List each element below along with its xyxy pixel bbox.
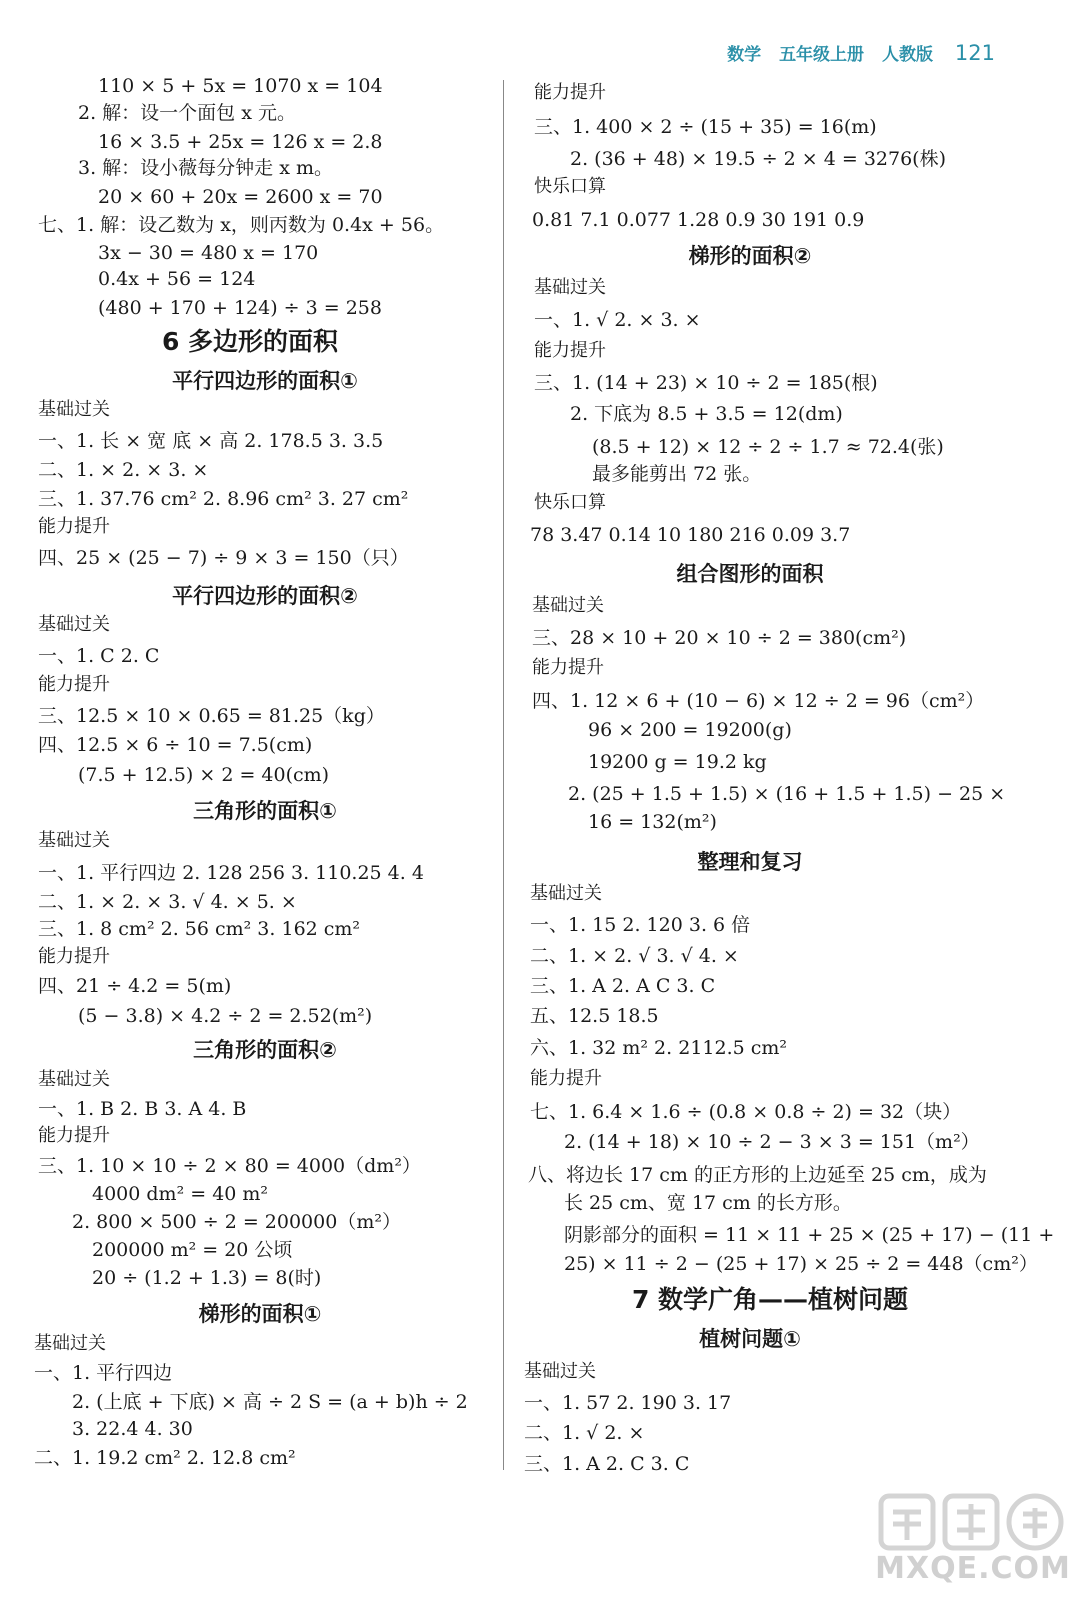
section-title: 平行四边形的面积② [172, 584, 358, 608]
answer-line: 三、1. A 2. C 3. C [524, 1453, 690, 1475]
answer-line: 二、1. √ 2. × [524, 1422, 645, 1444]
answer-line: 25) × 11 ÷ 2 − (25 + 17) × 25 ÷ 2 = 448（cm²） [564, 1253, 1038, 1275]
subsection-label: 基础过关 [532, 595, 604, 616]
answer-line: 16 × 3.5 + 25x = 126 x = 2.8 [98, 131, 383, 153]
section-title: 梯形的面积① [198, 1302, 322, 1326]
answer-line: 五、12.5 18.5 [530, 1005, 659, 1027]
answer-line: 二、1. 19.2 cm² 2. 12.8 cm² [34, 1447, 296, 1469]
answer-line: (5 − 3.8) × 4.2 ÷ 2 = 2.52(m²) [78, 1005, 373, 1027]
answer-line: 三、1. (14 + 23) × 10 ÷ 2 = 185(根) [534, 372, 878, 394]
section-title: 三角形的面积② [193, 1038, 337, 1062]
section-title: 植树问题① [699, 1327, 801, 1351]
answer-line: 2. 下底为 8.5 + 3.5 = 12(dm) [570, 403, 843, 425]
answer-line: 四、1. 12 × 6 + (10 − 6) × 12 ÷ 2 = 96（cm²） [532, 690, 985, 712]
answer-line: 20 ÷ (1.2 + 1.3) = 8(时) [92, 1267, 322, 1289]
subsection-label: 能力提升 [534, 340, 606, 361]
answer-line: 三、1. 37.76 cm² 2. 8.96 cm² 3. 27 cm² [38, 488, 409, 510]
answer-line: 110 × 5 + 5x = 1070 x = 104 [98, 75, 383, 97]
answer-line: 一、1. √ 2. × 3. × [534, 309, 701, 331]
answer-line: 一、1. 平行四边 2. 128 256 3. 110.25 4. 4 [38, 862, 424, 884]
subsection-label: 能力提升 [534, 82, 606, 103]
subsection-label: 基础过关 [38, 614, 110, 635]
answer-line: 一、1. B 2. B 3. A 4. B [38, 1098, 247, 1120]
section-title: 三角形的面积① [193, 799, 337, 823]
chapter-title: 7 数学广角——植树问题 [631, 1285, 909, 1314]
answer-line: 一、1. C 2. C [38, 645, 160, 667]
answer-line: 三、1. 400 × 2 ÷ (15 + 35) = 16(m) [534, 116, 877, 138]
answer-line: 20 × 60 + 20x = 2600 x = 70 [98, 186, 383, 208]
answer-line: 4000 dm² = 40 m² [92, 1183, 269, 1205]
answer-line: 七、1. 解：设乙数为 x，则丙数为 0.4x + 56。 [38, 214, 445, 236]
answer-line: 四、25 × (25 − 7) ÷ 9 × 3 = 150（只） [38, 547, 409, 569]
subsection-label: 能力提升 [38, 516, 110, 537]
subsection-label: 能力提升 [530, 1068, 602, 1089]
section-title: 平行四边形的面积① [172, 369, 358, 393]
answer-line: 0.81 7.1 0.077 1.28 0.9 30 191 0.9 [532, 209, 865, 231]
answer-line: 二、1. × 2. × 3. √ 4. × 5. × [38, 891, 297, 913]
header-subject: 数学 [727, 45, 762, 65]
subsection-label: 快乐口算 [534, 492, 606, 513]
answer-line: 三、1. A 2. A C 3. C [530, 975, 716, 997]
subsection-label: 基础过关 [38, 830, 110, 851]
subsection-label: 能力提升 [38, 946, 110, 967]
subsection-label: 快乐口算 [534, 176, 606, 197]
header-grade: 五年级上册 [779, 45, 865, 65]
answer-line: 2. 解：设一个面包 x 元。 [78, 102, 296, 124]
answer-line: 3x − 30 = 480 x = 170 [98, 242, 319, 264]
answer-line: 16 = 132(m²) [588, 811, 717, 833]
page-number: 121 [954, 41, 995, 65]
watermark-text: MXQE.COM [875, 1551, 1071, 1586]
column-divider [503, 80, 504, 1470]
subsection-label: 基础过关 [530, 883, 602, 904]
subsection-label: 基础过关 [38, 1069, 110, 1090]
page-header [715, 40, 995, 65]
answer-line: 19200 g = 19.2 kg [588, 751, 767, 773]
answer-line: (7.5 + 12.5) × 2 = 40(cm) [78, 764, 330, 786]
watermark-logo-icon [873, 1490, 1073, 1554]
answer-line: 八、将边长 17 cm 的正方形的上边延至 25 cm，成为 [528, 1164, 987, 1186]
subsection-label: 基础过关 [38, 399, 110, 420]
section-title: 组合图形的面积 [676, 562, 824, 586]
answer-line: 二、1. × 2. √ 3. √ 4. × [530, 945, 739, 967]
section-title: 整理和复习 [697, 850, 803, 874]
answer-line: 七、1. 6.4 × 1.6 ÷ (0.8 × 0.8 ÷ 2) = 32（块） [530, 1101, 962, 1123]
answer-line: 最多能剪出 72 张。 [592, 463, 762, 485]
answer-line: 三、28 × 10 + 20 × 10 ÷ 2 = 380(cm²) [532, 627, 907, 649]
header-edition: 人教版 [881, 45, 933, 65]
answer-line: 三、12.5 × 10 × 0.65 = 81.25（kg） [38, 705, 385, 727]
subsection-label: 能力提升 [38, 674, 110, 695]
subsection-label: 基础过关 [524, 1361, 596, 1382]
answer-line: 2. (36 + 48) × 19.5 ÷ 2 × 4 = 3276(株) [570, 148, 947, 170]
site-watermark [873, 1490, 1073, 1586]
answer-line: 3. 解：设小薇每分钟走 x m。 [78, 157, 333, 179]
answer-line: 三、1. 10 × 10 ÷ 2 × 80 = 4000（dm²） [38, 1155, 421, 1177]
subsection-label: 能力提升 [38, 1125, 110, 1146]
answer-line: 2. (上底 + 下底) × 高 ÷ 2 S = (a + b)h ÷ 2 [72, 1391, 468, 1413]
answer-line: 一、1. 57 2. 190 3. 17 [524, 1392, 732, 1414]
answer-line: 2. (14 + 18) × 10 ÷ 2 − 3 × 3 = 151（m²） [564, 1131, 980, 1153]
answer-line: 一、1. 15 2. 120 3. 6 倍 [530, 914, 751, 936]
answer-line: 阴影部分的面积 = 11 × 11 + 25 × (25 + 17) − (11 + [564, 1224, 1055, 1246]
answer-line: 2. (25 + 1.5 + 1.5) × (16 + 1.5 + 1.5) − 25 × [568, 783, 1006, 805]
answer-line: 3. 22.4 4. 30 [72, 1418, 193, 1440]
subsection-label: 能力提升 [532, 657, 604, 678]
section-title: 梯形的面积② [688, 244, 812, 268]
subsection-label: 基础过关 [34, 1333, 106, 1354]
answer-line: 二、1. × 2. × 3. × [38, 459, 209, 481]
answer-line: 一、1. 长 × 宽 底 × 高 2. 178.5 3. 3.5 [38, 430, 384, 452]
answer-line: 六、1. 32 m² 2. 2112.5 cm² [530, 1037, 788, 1059]
chapter-title: 6 多边形的面积 [161, 327, 339, 356]
answer-line: 78 3.47 0.14 10 180 216 0.09 3.7 [530, 524, 851, 546]
answer-line: 一、1. 平行四边 [34, 1362, 173, 1384]
answer-line: 96 × 200 = 19200(g) [588, 719, 792, 741]
answer-line: 2. 800 × 500 ÷ 2 = 200000（m²） [72, 1211, 401, 1233]
answer-line: 四、21 ÷ 4.2 = 5(m) [38, 975, 232, 997]
answer-line: (480 + 170 + 124) ÷ 3 = 258 [98, 297, 382, 319]
subsection-label: 基础过关 [534, 277, 606, 298]
answer-line: 长 25 cm、宽 17 cm 的长方形。 [564, 1192, 852, 1214]
answer-line: 三、1. 8 cm² 2. 56 cm² 3. 162 cm² [38, 918, 361, 940]
answer-line: (8.5 + 12) × 12 ÷ 2 ÷ 1.7 ≈ 72.4(张) [592, 436, 944, 458]
answer-line: 四、12.5 × 6 ÷ 10 = 7.5(cm) [38, 734, 313, 756]
answer-line: 0.4x + 56 = 124 [98, 268, 256, 290]
answer-line: 200000 m² = 20 公顷 [92, 1239, 293, 1261]
